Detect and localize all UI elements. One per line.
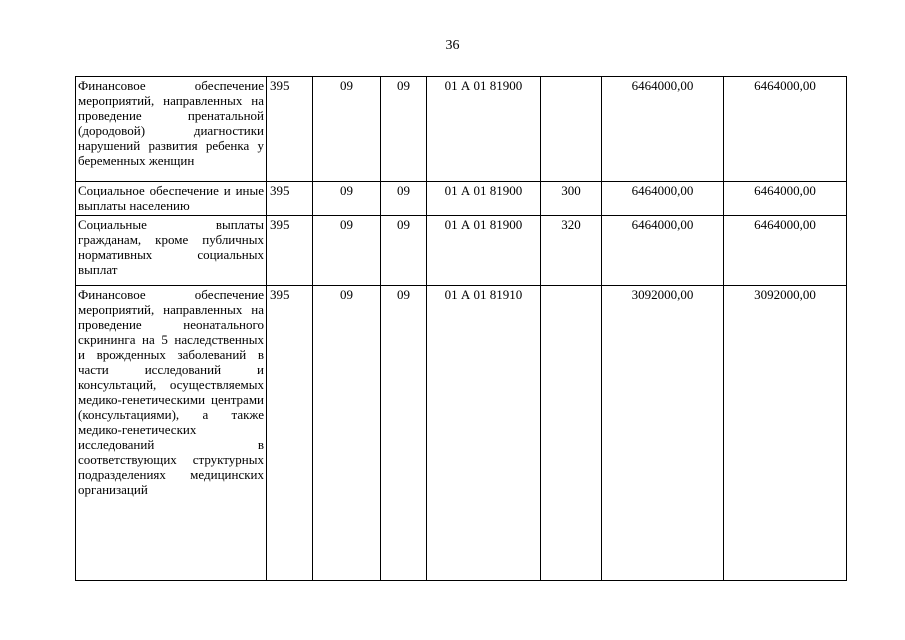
sum-first-year-cell: 3092000,00 — [602, 286, 724, 581]
sum-first-year-cell: 6464000,00 — [602, 216, 724, 286]
sum-second-year-cell: 3092000,00 — [724, 286, 847, 581]
sum-first-year-cell: 6464000,00 — [602, 77, 724, 182]
section-cell: 09 — [313, 216, 381, 286]
row-name-cell: Социальное обеспечение и иные выплаты населению — [76, 182, 267, 216]
grbs-cell: 395 — [267, 77, 313, 182]
target-article-cell: 01 А 01 81900 — [427, 182, 541, 216]
target-article-cell: 01 А 01 81900 — [427, 216, 541, 286]
expense-type-cell — [541, 286, 602, 581]
subsection-cell: 09 — [381, 182, 427, 216]
expense-type-cell: 320 — [541, 216, 602, 286]
page-number: 36 — [445, 38, 460, 53]
table-row — [76, 286, 847, 581]
row-name-cell: Финансовое обеспечение мероприятий, направленных на проведение пренатальной (дородовой) диагностики нарушений развития ребенка у беременных женщин — [76, 77, 267, 182]
row-name-cell: Социальные выплаты гражданам, кроме публичных нормативных социальных выплат — [76, 216, 267, 286]
sum-second-year-cell: 6464000,00 — [724, 182, 847, 216]
subsection-cell: 09 — [381, 77, 427, 182]
table-row — [76, 216, 847, 286]
grbs-cell: 395 — [267, 216, 313, 286]
budget-table — [75, 76, 847, 581]
sum-second-year-cell: 6464000,00 — [724, 77, 847, 182]
section-cell: 09 — [313, 77, 381, 182]
table-row — [76, 77, 847, 182]
sum-first-year-cell: 6464000,00 — [602, 182, 724, 216]
table-row — [76, 182, 847, 216]
subsection-cell: 09 — [381, 216, 427, 286]
section-cell: 09 — [313, 286, 381, 581]
row-name-cell: Финансовое обеспечение мероприятий, направленных на проведение неонатального скрининга на 5 наследственных и врожденных заболеваний в части исследований и консультаций, осуществляемых медико-генетическими центрами (консультациями), а также медико-генетических исследований в соответствующих структурных подразделениях медицинских организаций — [76, 286, 267, 581]
grbs-cell: 395 — [267, 182, 313, 216]
expense-type-cell: 300 — [541, 182, 602, 216]
grbs-cell: 395 — [267, 286, 313, 581]
expense-type-cell — [541, 77, 602, 182]
sum-second-year-cell: 6464000,00 — [724, 216, 847, 286]
subsection-cell: 09 — [381, 286, 427, 581]
target-article-cell: 01 А 01 81910 — [427, 286, 541, 581]
target-article-cell: 01 А 01 81900 — [427, 77, 541, 182]
section-cell: 09 — [313, 182, 381, 216]
